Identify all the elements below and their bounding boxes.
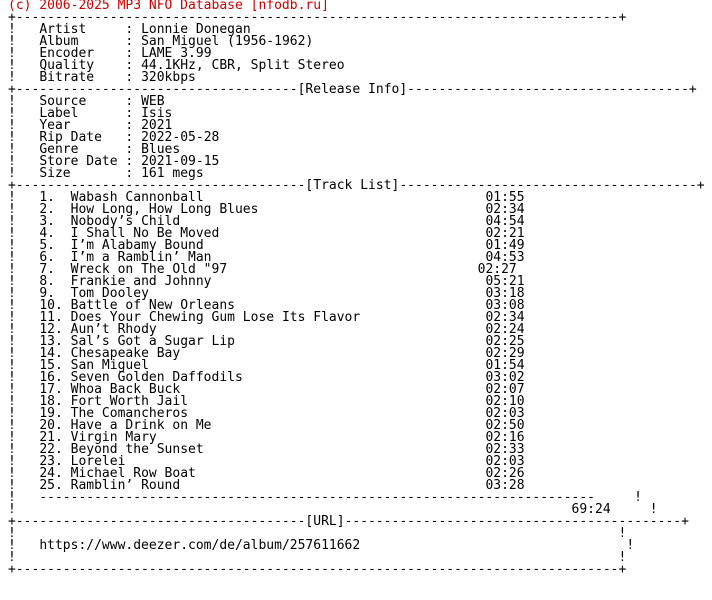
track-number: 12. <box>39 322 63 337</box>
track-total-row: ! 69:24 ! <box>8 502 658 517</box>
track-title: Nobody’s Child <box>70 214 181 229</box>
track-title: I’m Alabamy Bound <box>70 238 204 253</box>
track-row: ! 17. Whoa Back Buck 02:07 <box>8 382 525 397</box>
track-time: 02:34 <box>485 202 525 217</box>
track-number: 3. <box>39 214 55 229</box>
track-title: Michael Row Boat <box>70 466 196 481</box>
track-number: 13. <box>39 334 63 349</box>
track-row: ! 22. Beyond the Sunset 02:33 <box>8 442 525 457</box>
info-row-bitrate: ! Bitrate : 320kbps <box>8 70 196 85</box>
track-row: ! 15. San Miguel 01:54 <box>8 358 525 373</box>
track-number: 1. <box>39 190 55 205</box>
track-number: 16. <box>39 370 63 385</box>
track-number: 2. <box>39 202 55 217</box>
info-value: Isis <box>141 106 173 121</box>
track-title: The Comancheros <box>70 406 189 421</box>
track-time: 01:55 <box>485 190 525 205</box>
track-row: ! 13. Sal’s Got a Sugar Lip 02:25 <box>8 334 525 349</box>
track-time: 04:53 <box>485 250 525 265</box>
info-value: Lonnie Donegan <box>141 22 251 37</box>
info-value: San Miguel (1956-1962) <box>141 34 314 49</box>
track-title: Wabash Cannonball <box>70 190 204 205</box>
track-title: Lorelei <box>70 454 126 469</box>
track-number: 5. <box>39 238 55 253</box>
info-row-quality: ! Quality : 44.1KHz, CBR, Split Stereo <box>8 58 345 73</box>
section-divider-url: +-------------------------------------[URL]-------------------------------------------+ <box>8 514 689 529</box>
track-title: Sal’s Got a Sugar Lip <box>70 334 235 349</box>
track-time: 05:21 <box>485 274 525 289</box>
track-title: Have a Drink on Me <box>70 418 212 433</box>
track-time: 02:21 <box>485 226 525 241</box>
track-number: 18. <box>39 394 63 409</box>
track-number: 21. <box>39 430 63 445</box>
track-number: 25. <box>39 478 63 493</box>
track-title: Whoa Back Buck <box>70 382 181 397</box>
track-time: 02:10 <box>485 394 525 409</box>
info-row-source: ! Source : WEB <box>8 94 165 109</box>
track-title: How Long, How Long Blues <box>70 202 259 217</box>
info-row-encoder: ! Encoder : LAME 3.99 <box>8 46 212 61</box>
track-number: 7. <box>39 262 55 277</box>
track-time: 02:34 <box>485 310 525 325</box>
track-time: 02:03 <box>485 406 525 421</box>
track-number: 22. <box>39 442 63 457</box>
track-row: ! 23. Lorelei 02:03 <box>8 454 525 469</box>
track-number: 20. <box>39 418 63 433</box>
track-time: 02:29 <box>485 346 525 361</box>
track-number: 9. <box>39 286 55 301</box>
track-row: ! 21. Virgin Mary 02:16 <box>8 430 525 445</box>
track-number: 15. <box>39 358 63 373</box>
track-title: Does Your Chewing Gum Lose Its Flavor <box>70 310 361 325</box>
track-row: ! 6. I’m a Ramblin’ Man 04:53 <box>8 250 525 265</box>
info-value: LAME 3.99 <box>141 46 212 61</box>
track-title: I Shall No Be Moved <box>70 226 220 241</box>
track-title: Battle of New Orleans <box>70 298 235 313</box>
track-row: ! 16. Seven Golden Daffodils 03:02 <box>8 370 525 385</box>
section-title-track-list: Track List <box>313 178 392 193</box>
track-time: 01:49 <box>485 238 525 253</box>
track-number: 4. <box>39 226 55 241</box>
info-row-rip-date: ! Rip Date : 2022-05-28 <box>8 130 220 145</box>
track-title: Tom Dooley <box>70 286 149 301</box>
info-label: Size <box>39 166 71 181</box>
top-border: +-----------------------------------------------------------------------------+ <box>8 10 627 25</box>
info-label: Year <box>39 118 71 133</box>
track-row: ! 19. The Comancheros 02:03 <box>8 406 525 421</box>
info-row-genre: ! Genre : Blues <box>8 142 181 157</box>
track-number: 6. <box>39 250 55 265</box>
track-time: 02:25 <box>485 334 525 349</box>
track-time: 02:07 <box>485 382 525 397</box>
track-time: 02:03 <box>485 454 525 469</box>
total-time: 69:24 <box>571 502 611 517</box>
track-row: ! 8. Frankie and Johnny 05:21 <box>8 274 525 289</box>
section-divider-track-list: +-------------------------------------[Track List]--------------------------------------+ <box>8 178 705 193</box>
track-time: 02:24 <box>485 322 525 337</box>
info-label: Source <box>39 94 87 109</box>
track-time: 02:27 <box>477 262 517 277</box>
info-value: 44.1KHz, CBR, Split Stereo <box>141 58 345 73</box>
track-time: 02:50 <box>485 418 525 433</box>
nfo-header-title: (c) 2006-2025 MP3 NFO Database [nfodb.ru] <box>8 0 329 13</box>
section-title-url: URL <box>313 514 337 529</box>
track-time: 01:54 <box>485 358 525 373</box>
track-number: 10. <box>39 298 63 313</box>
info-value: 2021 <box>141 118 173 133</box>
track-time: 03:28 <box>485 478 525 493</box>
info-label: Artist <box>39 22 87 37</box>
track-row: ! 12. Aun’t Rhody 02:24 <box>8 322 525 337</box>
track-time: 04:54 <box>485 214 525 229</box>
section-title-release-info: Release Info <box>305 82 400 97</box>
info-row-artist: ! Artist : Lonnie Donegan <box>8 22 251 37</box>
info-value: 161 megs <box>141 166 204 181</box>
info-row-year: ! Year : 2021 <box>8 118 173 133</box>
track-time: 03:18 <box>485 286 525 301</box>
track-time: 02:26 <box>485 466 525 481</box>
info-label: Genre <box>39 142 79 157</box>
track-row: ! 4. I Shall No Be Moved 02:21 <box>8 226 525 241</box>
info-label: Rip Date <box>39 130 102 145</box>
track-title: Beyond the Sunset <box>70 442 204 457</box>
track-row: ! 24. Michael Row Boat 02:26 <box>8 466 525 481</box>
info-label: Store Date <box>39 154 118 169</box>
track-row: ! 18. Fort Worth Jail 02:10 <box>8 394 525 409</box>
info-label: Bitrate <box>39 70 95 85</box>
info-value: Blues <box>141 142 181 157</box>
info-label: Quality <box>39 58 95 73</box>
track-time: 03:02 <box>485 370 525 385</box>
album-info-block <box>8 22 345 85</box>
info-label: Album <box>39 34 79 49</box>
track-title: Aun’t Rhody <box>70 322 157 337</box>
track-title: I’m a Ramblin’ Man <box>70 250 212 265</box>
track-title: Chesapeake Bay <box>70 346 181 361</box>
track-time: 02:16 <box>485 430 525 445</box>
info-label: Encoder <box>39 46 95 61</box>
info-label: Label <box>39 106 79 121</box>
info-value: WEB <box>141 94 165 109</box>
track-title: Fort Worth Jail <box>70 394 189 409</box>
info-value: 2022-05-28 <box>141 130 220 145</box>
info-row-store-date: ! Store Date : 2021-09-15 <box>8 154 220 169</box>
info-value: 320kbps <box>141 70 196 85</box>
track-number: 24. <box>39 466 63 481</box>
track-row: ! 5. I’m Alabamy Bound 01:49 <box>8 238 525 253</box>
track-title: Frankie and Johnny <box>70 274 212 289</box>
track-row: ! 2. How Long, How Long Blues 02:34 <box>8 202 525 217</box>
track-row: ! 11. Does Your Chewing Gum Lose Its Flavor 02:34 <box>8 310 525 325</box>
track-title: Seven Golden Daffodils <box>70 370 243 385</box>
info-row-label: ! Label : Isis <box>8 106 173 121</box>
track-row: ! 20. Have a Drink on Me 02:50 <box>8 418 525 433</box>
info-value: 2021-09-15 <box>141 154 220 169</box>
track-row: ! 25. Ramblin’ Round 03:28 <box>8 478 525 493</box>
track-row: ! 14. Chesapeake Bay 02:29 <box>8 346 525 361</box>
info-row-size: ! Size : 161 megs <box>8 166 204 181</box>
track-number: 14. <box>39 346 63 361</box>
track-title: Virgin Mary <box>70 430 157 445</box>
track-time: 02:33 <box>485 442 525 457</box>
track-number: 8. <box>39 274 55 289</box>
track-row: ! 3. Nobody’s Child 04:54 <box>8 214 525 229</box>
track-title: Wreck on The Old "97 <box>70 262 228 277</box>
section-divider-release-info: +------------------------------------[Release Info]------------------------------------+ <box>8 82 697 97</box>
track-title: Ramblin’ Round <box>70 478 181 493</box>
album-url: https://www.deezer.com/de/album/257611662 <box>39 538 361 553</box>
track-total-rule: ! ----------------------------------------------------------------------- ! <box>8 490 642 505</box>
track-number: 19. <box>39 406 63 421</box>
info-row-album: ! Album : San Miguel (1956-1962) <box>8 34 314 49</box>
track-number: 23. <box>39 454 63 469</box>
track-number: 11. <box>39 310 63 325</box>
url-block: ! ! ! https://www.deezer.com/de/album/257611662 ! ! ! <box>8 526 635 565</box>
release-info-block <box>8 94 219 181</box>
track-number: 17. <box>39 382 63 397</box>
track-list <box>8 190 525 493</box>
track-row: ! 9. Tom Dooley 03:18 <box>8 286 525 301</box>
track-row: ! 7. Wreck on The Old "97 02:27 <box>8 262 517 277</box>
track-title: San Miguel <box>70 358 149 373</box>
track-time: 03:08 <box>485 298 525 313</box>
track-row: ! 1. Wabash Cannonball 01:55 <box>8 190 525 205</box>
track-row: ! 10. Battle of New Orleans 03:08 <box>8 298 525 313</box>
bottom-border: +-----------------------------------------------------------------------------+ <box>8 562 627 577</box>
